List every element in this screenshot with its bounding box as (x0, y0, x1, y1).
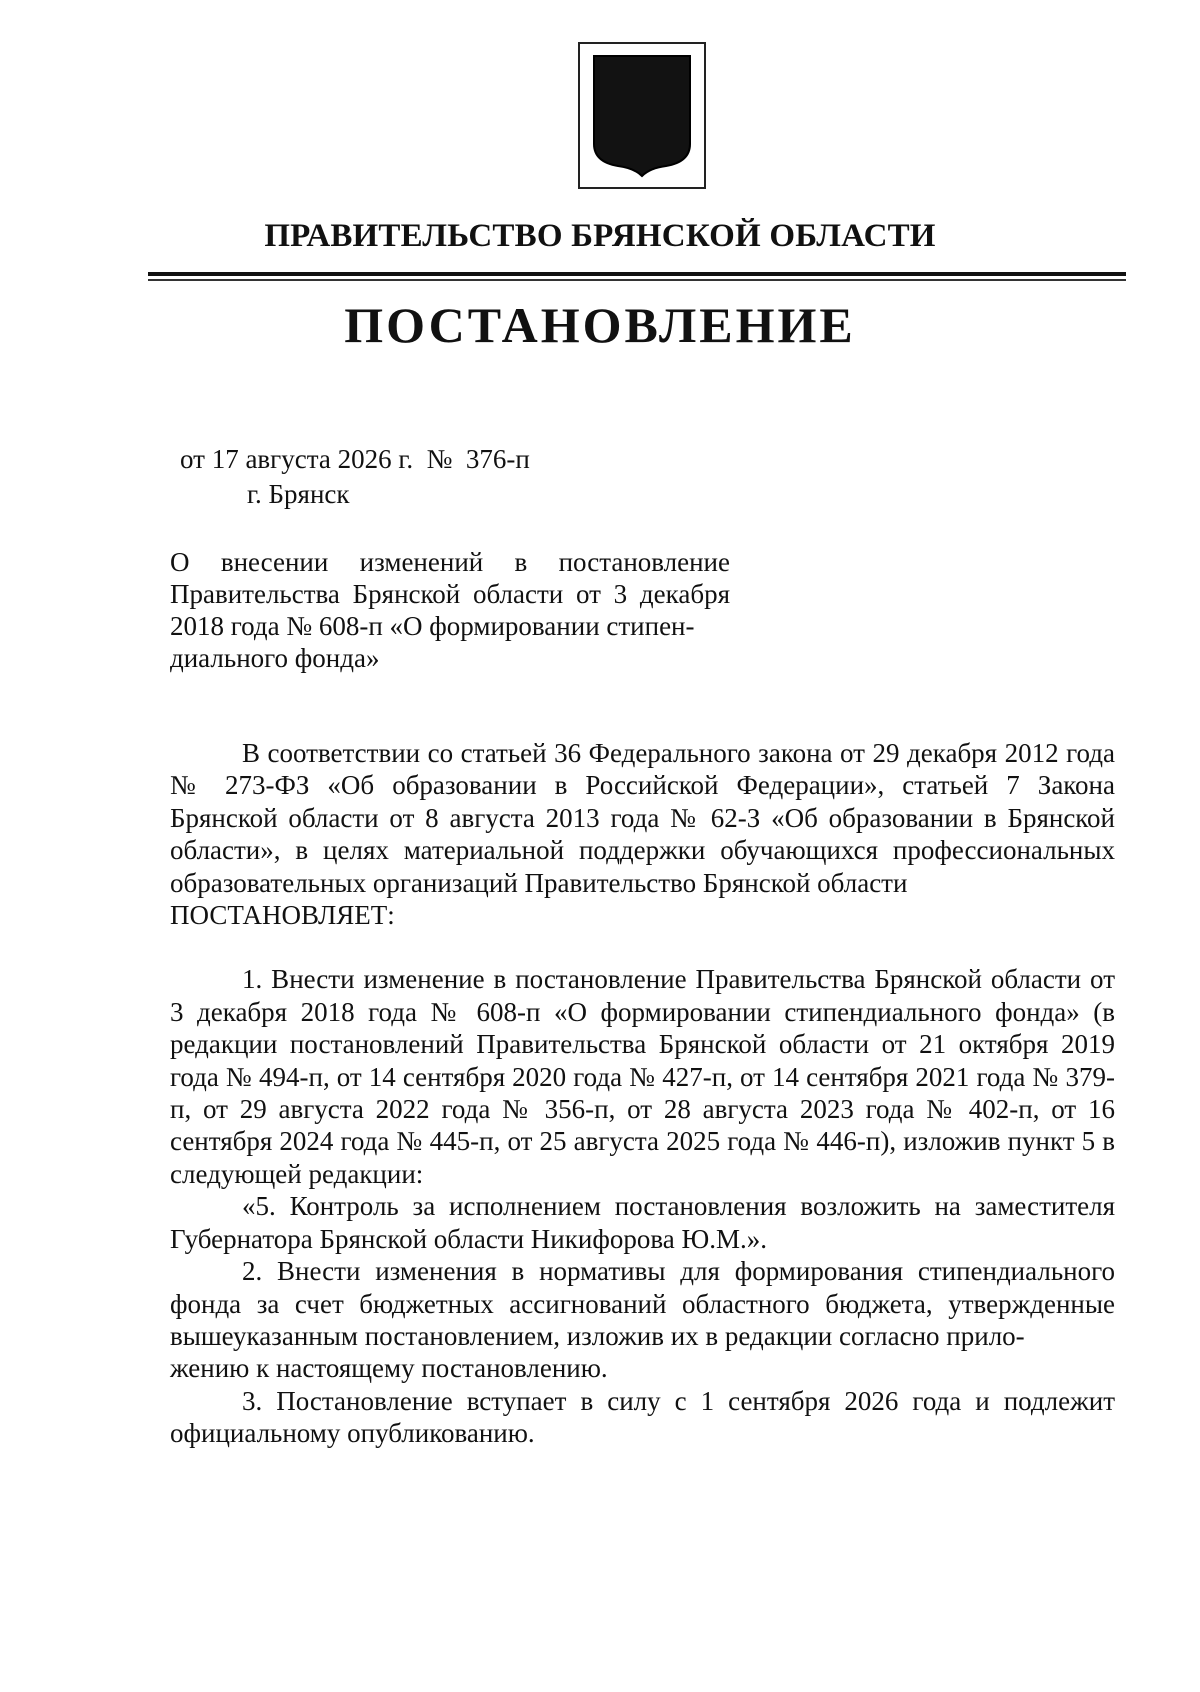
subject-text-end: диального фонда» (170, 643, 380, 673)
body-text (170, 737, 1115, 1450)
date-number-line: от 17 августа 2026 г. № 376-п (180, 444, 530, 474)
item-2-paragraph-end: жению к настоящему постановлению. (170, 1353, 608, 1384)
subject-text: О внесении изменений в постановление Правительства Брянской области от 3 декабря 2018 года № 608-п «О формировании стипен- (170, 547, 730, 641)
emblem-frame (578, 42, 706, 189)
government-title: ПРАВИТЕЛЬСТВО БРЯНСКОЙ ОБЛАСТИ (264, 218, 936, 254)
preamble-paragraph: В соответствии со статьей 36 Федерального закона от 29 декабря 2012 года № 273-ФЗ «Об образовании в Российской Федерации», статьей 7 Закона Брянской области от 8 августа 2013 года № 62-З «Об образовании в Брянской области», в целях материальной поддержки обучающихся профессиональных образовательных организаций Правительство Брянской области (170, 738, 1115, 898)
subject-block (170, 546, 730, 674)
resolves-word: ПОСТАНОВЛЯЕТ: (170, 900, 395, 931)
item-2-paragraph: 2. Внести изменения в нормативы для формирования стипендиального фонда за счет бюджетных ассигнований областного бюджета, утвержденные вышеуказанным постановлением, изложив их в редакции согласно прило- (170, 1256, 1115, 1351)
item-1-quote-paragraph: «5. Контроль за исполнением постановления возложить на заместителя Губернатора Брянской области Никифорова Ю.М.». (170, 1191, 1115, 1254)
item-3-paragraph: 3. Постановление вступает в силу с 1 сентября 2026 года и подлежит официальному опубликованию. (170, 1385, 1115, 1449)
city-line: г. Брянск (247, 479, 350, 509)
document-type-heading: ПОСТАНОВЛЕНИЕ (344, 297, 856, 353)
item-1-paragraph: 1. Внести изменение в постановление Правительства Брянской области от 3 декабря 2018 года № 608-п «О формировании стипендиального фонда» (в редакции постановлений Правительства Брянской области от 21 октября 2019 года № 494-п, от 14 сентября 2020 года № 427-п, от 14 сентября 2021 года № 379-п, от 29 августа 2022 года № 356-п, от 28 августа 2023 года № 402-п, от 16 сентября 2024 года № 445-п, от 25 августа 2025 года № 446-п), изложив пункт 5 в следующей редакции: (170, 964, 1115, 1189)
header-rule-thick (148, 272, 1126, 276)
coat-of-arms-icon (588, 52, 696, 179)
header-rule-thin (148, 279, 1126, 281)
